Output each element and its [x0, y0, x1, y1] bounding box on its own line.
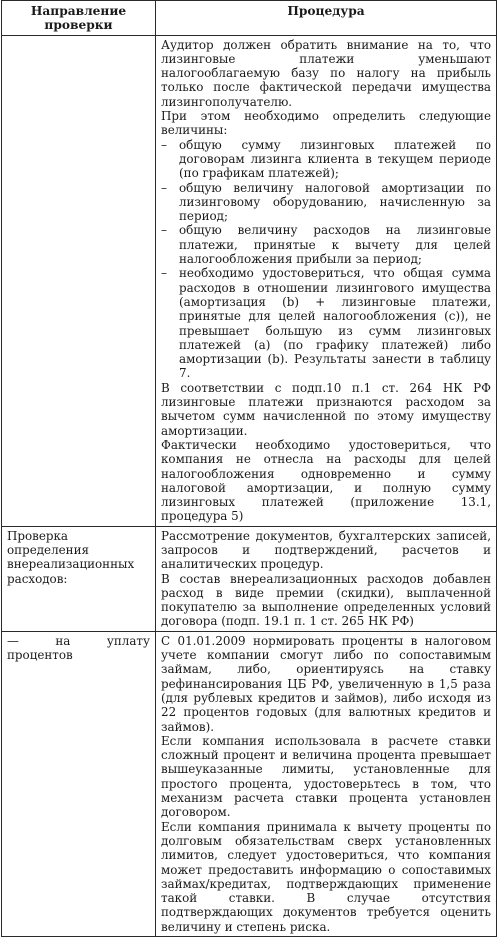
procedure-list-item — [161, 137, 491, 181]
procedure-paragraph: При этом необходимо определить следующие величины: — [161, 109, 491, 138]
table-row — [2, 526, 497, 631]
audit-procedures-table — [1, 0, 497, 937]
procedure-list-item — [161, 180, 491, 224]
procedure-paragraph: В соответствии с подп.10 п.1 ст. 264 НК РФ лизинговые платежи признаются расходом за вычетом сумм начисленной по этому имуществу амортизации. — [161, 380, 491, 438]
procedure-paragraph: Если компания использовала в расчете ставки сложный процент и величина процента превышает вышеуказанные лимиты, установленные для простого процента, удостоверьтесь в том, что механизм расчета ставки процента установлен договором. — [161, 733, 491, 820]
procedure-paragraph: Фактически необходимо удостовериться, что компания не отнесла на расходы для целей налогообложения одновременно и сумму налоговой амортизации, и полную сумму лизинговых платежей (приложение 13.1, процедура 5) — [161, 437, 491, 524]
procedure-cell — [156, 631, 497, 936]
table-row — [2, 35, 497, 526]
procedure-paragraph: Аудитор должен обратить внимание на то, что лизинговые платежи уменьшают налогооблагаемую базу по налогу на прибыль только после фактической передачи имущества лизингополучателю. — [161, 37, 491, 109]
procedure-item-text: необходимо удостовериться, что общая сумма расходов в отношении лизингового имущества (амортизация (b) + лизинговые платежи, принятые для целей налогообложения (c)), не превышает большую из сумм лизинговых платежей (a) (по графику платежей) либо амортизации (b). Результаты занести в таблицу 7. — [179, 266, 491, 381]
direction-cell: — на уплату процентов — [2, 631, 156, 936]
table-body — [2, 35, 497, 936]
procedure-cell — [156, 526, 497, 631]
procedure-paragraph: С 01.01.2009 нормировать проценты в налоговом учете компании смогут либо по сопоставимым займам, либо, ориентируясь на ставку рефинансирования ЦБ РФ, увеличенную в 1,5 раза (для рублевых кредитов и займов), либо исходя из 22 процентов годовых (для валютных кредитов и займов). — [161, 633, 491, 734]
procedure-item-text: общую сумму лизинговых платежей по договорам лизинга клиента в текущем периоде (по графикам платежей); — [179, 137, 491, 181]
procedure-list-item — [161, 223, 491, 267]
dash-bullet-icon: – — [161, 180, 167, 195]
procedure-paragraph: В состав внереализационных расходов добавлен расход в виде премии (скидки), выплаченной покупателю за выполнение определенных условий договора (подп. 19.1 п. 1 ст. 265 НК РФ) — [161, 571, 491, 629]
procedure-item-text: общую величину расходов на лизинговые платежи, принятые к вычету для целей налогообложения прибыли за период; — [179, 223, 491, 267]
dash-bullet-icon: – — [161, 266, 167, 281]
procedure-paragraph: Если компания принимала к вычету проценты по долговым обязательствам сверх установленных лимитов, следует удостовериться, что компания может предоставить информацию о сопоставимых займах/кредитах, подтверждающих применение такой ставки. В случае отсутствия подтверждающих документов требуется оценить величину и степень риска. — [161, 819, 491, 934]
dash-bullet-icon: – — [161, 223, 167, 238]
direction-cell — [2, 35, 156, 526]
procedure-list-item — [161, 266, 491, 381]
procedure-cell — [156, 35, 497, 526]
table-header-row — [2, 1, 497, 36]
dash-bullet-icon: – — [161, 137, 167, 152]
header-procedure: Процедура — [156, 1, 497, 36]
table-row — [2, 631, 497, 936]
procedure-item-text: общую величину налоговой амортизации по лизинговому оборудованию, начисленную за период; — [179, 180, 491, 224]
header-direction: Направление проверки — [2, 1, 156, 36]
procedure-paragraph: Рассмотрение документов, бухгалтерских записей, запросов и подтверждений, расчетов и аналитических процедур. — [161, 528, 491, 572]
direction-cell: Проверка определения внереализационных расходов: — [2, 526, 156, 631]
